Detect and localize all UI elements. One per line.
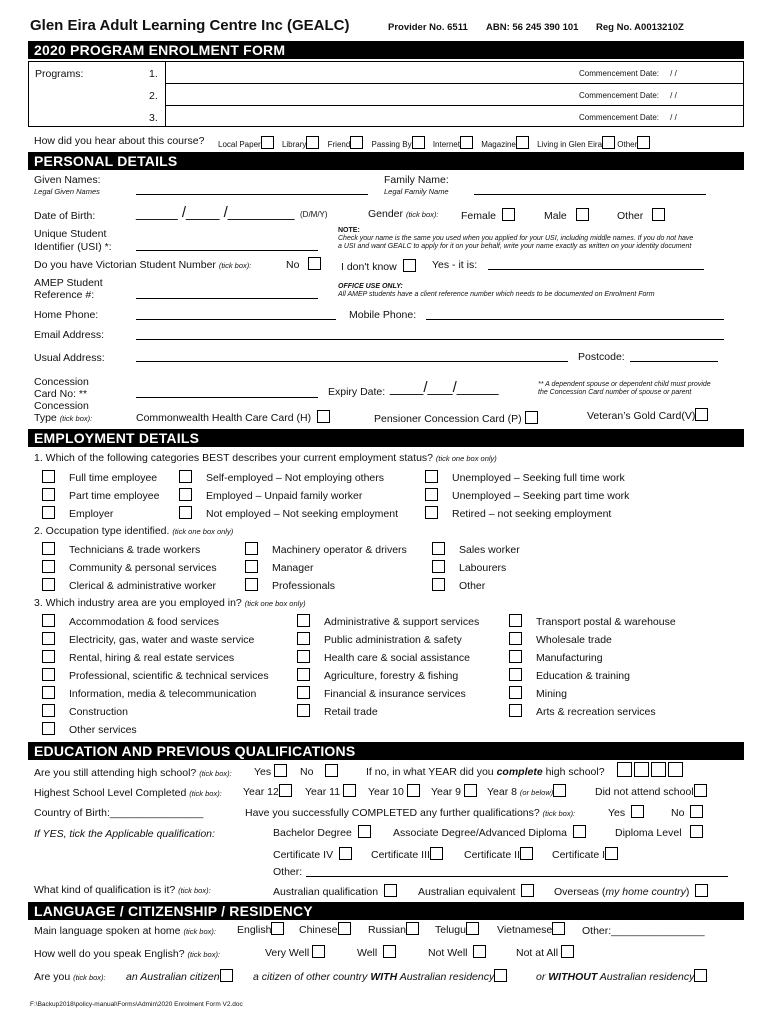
checkbox <box>343 784 356 797</box>
qual-kind-question: What kind of qualification is it? (tick box): <box>34 884 211 896</box>
checkbox[interactable] <box>245 578 258 591</box>
address-input[interactable] <box>136 361 568 362</box>
option-label: Accommodation & food services <box>69 616 219 628</box>
option-row[interactable] <box>425 488 629 502</box>
checkbox[interactable] <box>516 136 529 149</box>
checkbox[interactable] <box>42 632 55 645</box>
dob-input[interactable]: _____ /____ /________ <box>136 204 295 221</box>
given-names-label: Given Names: <box>34 174 101 186</box>
education-bar: EDUCATION AND PREVIOUS QUALIFICATIONS <box>28 742 744 760</box>
year-completed-boxes[interactable] <box>617 762 683 780</box>
checkbox <box>576 208 589 221</box>
qual-cert-iv[interactable]: Certificate IV <box>273 847 352 861</box>
commencement-date-2[interactable]: Commencement Date: / / <box>579 91 677 100</box>
gender-other[interactable]: Other <box>617 208 665 222</box>
option-row[interactable] <box>432 560 506 574</box>
organisation-name: Glen Eira Adult Learning Centre Inc (GEALC) <box>30 17 350 34</box>
qual-cert-iii[interactable]: Certificate III <box>371 847 443 861</box>
did-not-attend-option[interactable]: Did not attend school <box>595 784 707 798</box>
checkbox <box>553 784 566 797</box>
office-use-text: All AMEP students have a client reference number which needs to be documented on Enrolment Form <box>338 291 655 298</box>
checkbox <box>695 884 708 897</box>
checkbox[interactable] <box>245 542 258 555</box>
qual-associate[interactable]: Associate Degree/Advanced Diploma <box>393 825 586 839</box>
option-row[interactable] <box>42 632 254 646</box>
dob-label: Date of Birth: <box>34 210 96 222</box>
family-name-input[interactable] <box>474 194 706 195</box>
checkbox[interactable] <box>261 136 274 149</box>
checkbox[interactable] <box>42 650 55 663</box>
option-row[interactable] <box>297 668 458 682</box>
year-12-option[interactable]: Year 12 <box>243 784 292 798</box>
programs-table <box>28 61 744 127</box>
family-name-label: Family Name: <box>384 174 449 186</box>
option-row[interactable] <box>297 632 462 646</box>
provider-number: Provider No. 6511 <box>388 22 468 33</box>
option-row[interactable] <box>509 668 630 682</box>
checkbox <box>279 784 292 797</box>
checkbox[interactable] <box>412 136 425 149</box>
option-row[interactable] <box>179 470 384 484</box>
checkbox <box>384 884 397 897</box>
checkbox <box>494 969 507 982</box>
qual-bachelor[interactable]: Bachelor Degree <box>273 825 371 839</box>
checkbox <box>312 945 325 958</box>
option-label: Full time employee <box>69 472 158 484</box>
home-phone-input[interactable] <box>136 319 336 320</box>
option-label: Part time employee <box>69 490 160 502</box>
checkbox[interactable] <box>42 542 55 555</box>
option-row[interactable] <box>425 470 625 484</box>
checkbox[interactable] <box>42 614 55 627</box>
checkbox[interactable] <box>509 668 522 681</box>
hear-option: Library <box>281 140 307 149</box>
option-label: Manufacturing <box>536 652 603 664</box>
hear-options <box>218 136 650 149</box>
checkbox <box>695 408 708 421</box>
checkbox[interactable] <box>42 704 55 717</box>
option-label: Manager <box>272 562 314 574</box>
gender-female[interactable]: Female <box>461 208 515 222</box>
option-label: Community & personal services <box>69 562 217 574</box>
option-label: Agriculture, forestry & fishing <box>324 670 459 682</box>
postcode-input[interactable] <box>630 361 718 362</box>
mobile-phone-input[interactable] <box>426 319 724 320</box>
country-of-birth[interactable]: Country of Birth:________________ <box>34 807 204 819</box>
high-school-yes[interactable]: Yes <box>254 764 287 778</box>
checkbox <box>325 764 338 777</box>
kind-equivalent[interactable]: Australian equivalent <box>418 884 534 898</box>
checkbox <box>502 208 515 221</box>
option-label: Retail trade <box>324 706 378 718</box>
option-row[interactable] <box>509 650 603 664</box>
option-label: Professionals <box>272 580 336 592</box>
dob-format: (D/M/Y) <box>300 210 328 219</box>
checkbox[interactable] <box>297 686 310 699</box>
hear-option: Magazine <box>481 140 516 149</box>
checkbox <box>573 825 586 838</box>
checkbox[interactable] <box>509 614 522 627</box>
checkbox[interactable] <box>432 560 445 573</box>
concession-label-3: Concession <box>34 400 89 412</box>
programs-label: Programs: <box>35 68 84 80</box>
given-names-input[interactable] <box>136 194 368 195</box>
checkbox[interactable] <box>42 506 55 519</box>
year-11-option[interactable]: Year 11 <box>305 784 356 798</box>
checkbox <box>271 922 284 935</box>
checkbox <box>383 945 396 958</box>
usi-note-line-2: a USI and want GEALC to apply for it on your behalf, write your name exactly as written on your identity document <box>338 243 692 250</box>
commencement-date-3[interactable]: Commencement Date: / / <box>579 113 677 122</box>
checkbox <box>473 945 486 958</box>
usi-label-2: Identifier (USI) *: <box>34 241 112 253</box>
option-label: Electricity, gas, water and waste service <box>69 634 255 646</box>
checkbox <box>694 969 707 982</box>
program-row-3: 3. <box>149 112 158 124</box>
option-label: Unemployed – Seeking full time work <box>452 472 625 484</box>
checkbox <box>605 847 618 860</box>
address-label: Usual Address: <box>34 352 105 364</box>
concession-label-4: Type (tick box): <box>34 412 93 424</box>
postcode-label: Postcode: <box>578 351 625 363</box>
hear-question: How did you hear about this course? <box>34 135 205 147</box>
employment-q2: 2. Occupation type identified. (tick one box only) <box>34 525 234 537</box>
citizenship-question: Are you (tick box): <box>34 971 106 983</box>
qual-diploma[interactable]: Diploma Level <box>615 825 703 839</box>
hear-option: Friend <box>327 140 351 149</box>
vsn-dont-know[interactable]: I don't know <box>341 259 416 273</box>
option-row[interactable] <box>245 578 335 592</box>
year-8-option[interactable]: Year 8 (or below) <box>487 784 566 798</box>
checkbox[interactable] <box>179 488 192 501</box>
option-label: Employed – Unpaid family worker <box>206 490 363 502</box>
checkbox <box>358 825 371 838</box>
checkbox[interactable] <box>42 686 55 699</box>
checkbox[interactable] <box>350 136 363 149</box>
program-row-1: 1. <box>149 68 158 80</box>
hear-option: Local Paper <box>218 140 261 149</box>
checkbox[interactable] <box>509 686 522 699</box>
checkbox <box>338 922 351 935</box>
checkbox[interactable] <box>179 506 192 519</box>
lang-other[interactable]: Other:________________ <box>582 925 705 937</box>
option-row[interactable] <box>42 722 137 736</box>
card-pensioner[interactable]: Pensioner Concession Card (P) <box>374 411 538 425</box>
option-label: Unemployed – Seeking part time work <box>452 490 630 502</box>
option-row[interactable] <box>297 704 378 718</box>
checkbox[interactable] <box>509 632 522 645</box>
option-row[interactable] <box>509 704 656 718</box>
checkbox <box>525 411 538 424</box>
hear-option: Internet <box>432 140 460 149</box>
checkbox <box>430 847 443 860</box>
checkbox[interactable] <box>42 560 55 573</box>
employment-q1: 1. Which of the following categories BEST describes your current employment status? (tick one box only) <box>34 452 497 464</box>
option-row[interactable] <box>42 470 157 484</box>
checkbox[interactable] <box>460 136 473 149</box>
option-row[interactable] <box>297 614 479 628</box>
lang-english[interactable]: English <box>237 922 284 936</box>
english-very-well[interactable]: Very Well <box>265 945 325 959</box>
home-phone-label: Home Phone: <box>34 309 99 321</box>
option-row[interactable] <box>509 614 676 628</box>
employment-q3: 3. Which industry area are you employed in? (tick one box only) <box>34 597 306 609</box>
option-label: Clerical & administrative worker <box>69 580 217 592</box>
usi-note-line-1: Check your name is the same you used when you applied for your USI, including middle names. If you do not have <box>338 235 694 242</box>
checkbox[interactable] <box>297 704 310 717</box>
checkbox[interactable] <box>425 470 438 483</box>
checkbox <box>631 805 644 818</box>
card-health-care[interactable]: Commonwealth Health Care Card (H) <box>136 410 330 424</box>
option-label: Transport postal & warehouse <box>536 616 676 628</box>
hear-option: Other <box>617 140 638 149</box>
option-row[interactable] <box>425 506 611 520</box>
option-label: Education & training <box>536 670 630 682</box>
checkbox[interactable] <box>425 488 438 501</box>
mobile-phone-label: Mobile Phone: <box>349 309 417 321</box>
option-row[interactable] <box>42 542 200 556</box>
checkbox[interactable] <box>42 722 55 735</box>
kind-australian[interactable]: Australian qualification <box>273 884 397 898</box>
vsn-question: Do you have Victorian Student Number (tick box): <box>34 259 252 271</box>
option-label: Public administration & safety <box>324 634 462 646</box>
option-row[interactable] <box>42 560 217 574</box>
checkbox[interactable] <box>297 668 310 681</box>
option-row[interactable] <box>509 632 612 646</box>
further-qual-yes[interactable]: Yes <box>608 805 644 819</box>
checkbox <box>464 784 477 797</box>
checkbox <box>317 410 330 423</box>
reg-number: Reg No. A0013210Z <box>596 22 684 33</box>
option-row[interactable] <box>42 488 159 502</box>
option-row[interactable] <box>42 686 256 700</box>
option-label: Administrative & support services <box>324 616 480 628</box>
option-row[interactable] <box>432 542 520 556</box>
family-name-sub: Legal Family Name <box>384 187 449 196</box>
citizenship-other-with[interactable]: a citizen of other country WITH Australian residency <box>253 969 507 983</box>
option-row[interactable] <box>245 560 313 574</box>
usi-label-1: Unique Student <box>34 228 107 240</box>
checkbox[interactable] <box>637 136 650 149</box>
option-label: Other services <box>69 724 137 736</box>
vsn-no[interactable]: No <box>286 257 321 271</box>
usi-input[interactable] <box>136 250 318 251</box>
high-school-no[interactable]: No <box>300 764 338 778</box>
checkbox[interactable] <box>42 578 55 591</box>
checkbox[interactable] <box>602 136 615 149</box>
checkbox <box>274 764 287 777</box>
language-bar: LANGUAGE / CITIZENSHIP / RESIDENCY <box>28 902 744 920</box>
option-row[interactable] <box>432 578 485 592</box>
checkbox[interactable] <box>42 470 55 483</box>
checkbox <box>521 884 534 897</box>
if-yes-label: If YES, tick the Applicable qualification: <box>34 828 215 840</box>
option-label: Mining <box>536 688 567 700</box>
gender-male[interactable]: Male <box>544 208 589 222</box>
checkbox <box>339 847 352 860</box>
further-qual-question: Have you successfully COMPLETED any further qualifications? (tick box): <box>245 807 576 819</box>
option-label: Retired – not seeking employment <box>452 508 612 520</box>
hear-option: Passing By <box>371 140 412 149</box>
option-label: Self-employed – Not employing others <box>206 472 385 484</box>
option-label: Not employed – Not seeking employment <box>206 508 399 520</box>
card-veteran[interactable]: Veteran’s Gold Card(V) <box>587 408 708 422</box>
option-label: Employer <box>69 508 114 520</box>
office-use-title: OFFICE USE ONLY: <box>338 283 403 290</box>
checkbox[interactable] <box>509 704 522 717</box>
option-row[interactable] <box>42 614 219 628</box>
option-label: Professional, scientific & technical services <box>69 670 269 682</box>
option-label: Machinery operator & drivers <box>272 544 407 556</box>
concession-label-1: Concession <box>34 376 89 388</box>
english-well[interactable]: Well <box>357 945 396 959</box>
email-label: Email Address: <box>34 329 105 341</box>
high-school-question: Are you still attending high school? (tick box): <box>34 767 232 779</box>
checkbox[interactable] <box>306 136 319 149</box>
lang-vietnamese[interactable]: Vietnamese <box>497 922 565 936</box>
qual-cert-ii[interactable]: Certificate II <box>464 847 533 861</box>
checkbox <box>466 922 479 935</box>
kind-overseas[interactable]: Overseas (my home country) <box>554 884 708 898</box>
checkbox[interactable] <box>297 650 310 663</box>
checkbox[interactable] <box>42 488 55 501</box>
option-label: Wholesale trade <box>536 634 612 646</box>
checkbox <box>690 805 703 818</box>
checkbox[interactable] <box>432 578 445 591</box>
vsn-input[interactable] <box>488 269 704 270</box>
year-completed-question: If no, in what YEAR did you complete high school? <box>366 766 605 778</box>
abn: ABN: 56 245 390 101 <box>486 22 579 33</box>
amep-label-1: AMEP Student <box>34 277 103 289</box>
year-10-option[interactable]: Year 10 <box>368 784 420 798</box>
checkbox[interactable] <box>297 614 310 627</box>
checkbox <box>520 847 533 860</box>
dependent-note-1: ** A dependent spouse or dependent child must provide <box>538 381 711 388</box>
usi-note-title: NOTE: <box>338 227 360 234</box>
english-not-well[interactable]: Not Well <box>428 945 486 959</box>
checkbox <box>690 825 703 838</box>
citizenship-australian[interactable]: an Australian citizen <box>126 969 233 983</box>
employment-details-bar: EMPLOYMENT DETAILS <box>28 429 744 447</box>
checkbox <box>552 922 565 935</box>
expiry-input[interactable]: ____/___/_____ <box>390 379 499 396</box>
checkbox <box>407 784 420 797</box>
option-row[interactable] <box>509 686 567 700</box>
checkbox <box>694 784 707 797</box>
option-row[interactable] <box>179 506 398 520</box>
option-label: Health care & social assistance <box>324 652 470 664</box>
option-label: Labourers <box>459 562 507 574</box>
option-label: Rental, hiring & real estate services <box>69 652 235 664</box>
qual-other-input[interactable] <box>306 876 728 877</box>
gender-label: Gender (tick box): <box>368 208 439 220</box>
checkbox[interactable] <box>297 632 310 645</box>
vsn-yes: Yes - it is: <box>432 259 478 271</box>
personal-details-bar: PERSONAL DETAILS <box>28 152 744 170</box>
email-input[interactable] <box>136 339 724 340</box>
checkbox <box>308 257 321 270</box>
option-row[interactable] <box>42 704 128 718</box>
option-row[interactable] <box>42 578 216 592</box>
amep-label-2: Reference #: <box>34 289 95 301</box>
option-label: Technicians & trade workers <box>69 544 201 556</box>
program-row-2: 2. <box>149 90 158 102</box>
checkbox[interactable] <box>179 470 192 483</box>
option-row[interactable] <box>42 506 113 520</box>
lang-russian[interactable]: Russian <box>368 922 419 936</box>
option-label: Other <box>459 580 486 592</box>
checkbox[interactable] <box>432 542 445 555</box>
main-language-question: Main language spoken at home (tick box): <box>34 925 216 937</box>
lang-telugu[interactable]: Telugu <box>435 922 479 936</box>
english-level-question: How well do you speak English? (tick box): <box>34 948 221 960</box>
option-row[interactable] <box>297 686 466 700</box>
commencement-date-1[interactable]: Commencement Date: / / <box>579 69 677 78</box>
amep-input[interactable] <box>136 298 318 299</box>
footer-path: F:\Backup2018\policy-manual\Forms\Admin\2020 Enrolment Form V2.doc <box>30 1001 243 1008</box>
checkbox <box>561 945 574 958</box>
checkbox <box>406 922 419 935</box>
highest-level-question: Highest School Level Completed (tick box): <box>34 787 222 799</box>
checkbox <box>652 208 665 221</box>
checkbox <box>220 969 233 982</box>
further-qual-no[interactable]: No <box>671 805 703 819</box>
checkbox <box>403 259 416 272</box>
year-9-option[interactable]: Year 9 <box>431 784 477 798</box>
qual-cert-i[interactable]: Certificate I <box>552 847 618 861</box>
checkbox[interactable] <box>245 560 258 573</box>
form-title-bar: 2020 PROGRAM ENROLMENT FORM <box>28 41 744 59</box>
checkbox[interactable] <box>425 506 438 519</box>
given-names-sub: Legal Given Names <box>34 187 100 196</box>
option-row[interactable] <box>42 650 234 664</box>
concession-label-2: Card No: ** <box>34 388 88 400</box>
checkbox[interactable] <box>509 650 522 663</box>
dependent-note-2: the Concession Card number of spouse or parent <box>538 389 692 396</box>
option-row[interactable] <box>297 650 470 664</box>
english-not-at-all[interactable]: Not at All <box>516 945 574 959</box>
expiry-label: Expiry Date: <box>328 386 386 398</box>
option-label: Arts & recreation services <box>536 706 656 718</box>
citizenship-other-without[interactable]: or WITHOUT Australian residency <box>536 969 707 983</box>
hear-option: Living in Glen Eira <box>537 140 603 149</box>
checkbox[interactable] <box>42 668 55 681</box>
option-label: Sales worker <box>459 544 520 556</box>
option-row[interactable] <box>42 668 269 682</box>
option-label: Financial & insurance services <box>324 688 466 700</box>
option-label: Information, media & telecommunication <box>69 688 257 700</box>
option-row[interactable] <box>245 542 407 556</box>
qual-other-label: Other: <box>273 866 303 878</box>
concession-card-input[interactable] <box>136 397 318 398</box>
lang-chinese[interactable]: Chinese <box>299 922 351 936</box>
option-row[interactable] <box>179 488 362 502</box>
option-label: Construction <box>69 706 128 718</box>
